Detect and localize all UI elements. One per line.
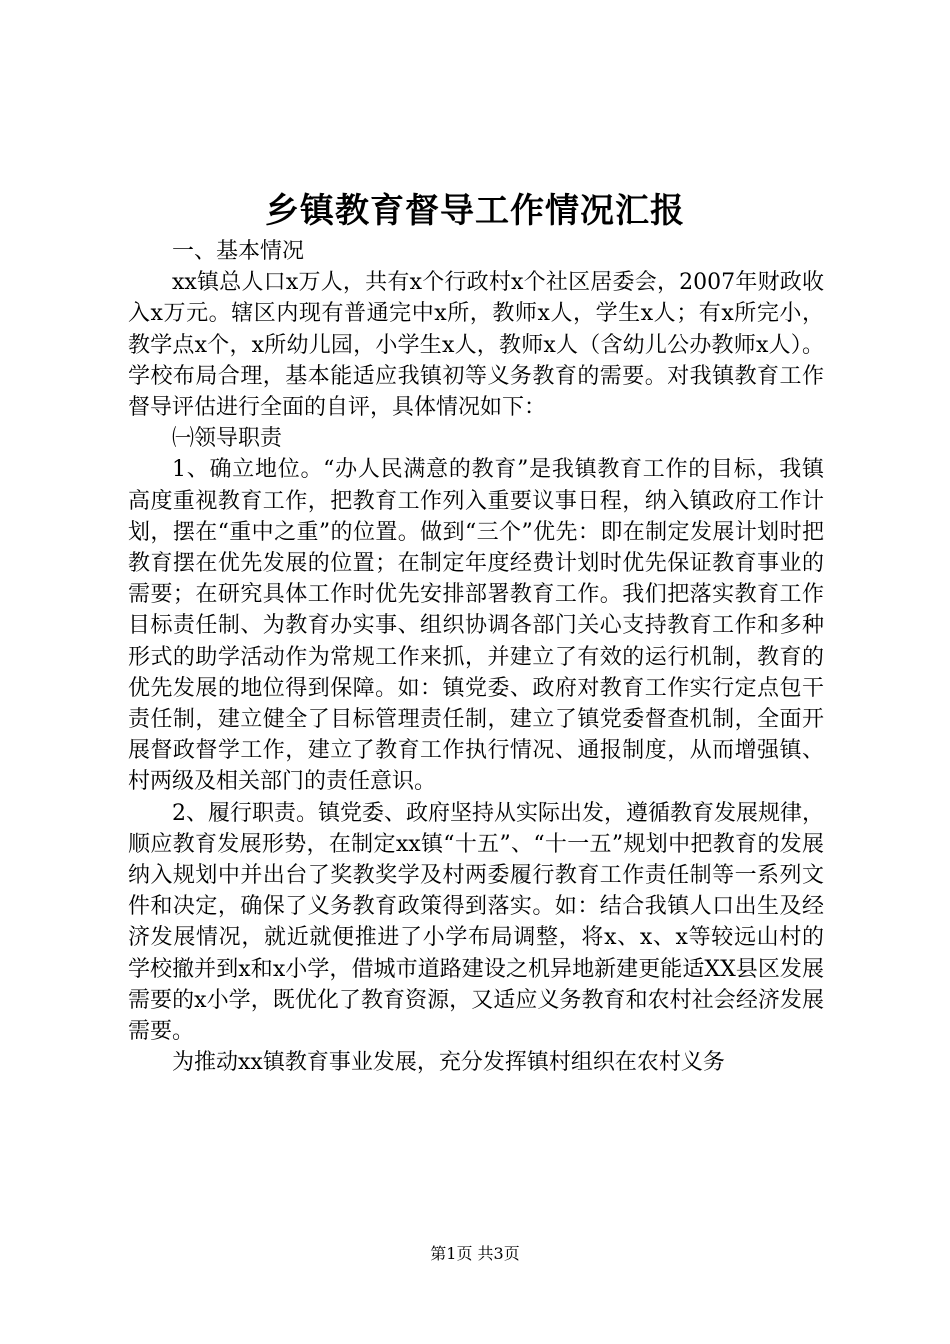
document-title: 乡镇教育督导工作情况汇报 <box>265 191 685 231</box>
paragraph-promote-development: 为推动xx镇教育事业发展，充分发挥镇村组织在农村义务 <box>172 1050 725 1076</box>
document-body <box>128 236 824 1078</box>
page-number: 第1页 共3页 <box>430 1244 520 1263</box>
paragraph-overview: xx镇总人口x万人，共有x个行政村x个社区居委会，2007年财政收入x万元。辖区内现有普通完中x所，教师x人，学生x人；有x所完小，教学点x个，x所幼儿园，小学生x人，教师x人（含幼儿公办教师x人）。学校布局合理，基本能适应我镇初等义务教育的需要。对我镇教育工作督导评估进行全面的自评，具体情况如下： <box>128 270 824 421</box>
paragraph-perform-duties: 2、履行职责。镇党委、政府坚持从实际出发，遵循教育发展规律，顺应教育发展形势，在制定xx镇“十五”、“十一五”规划中把教育的发展纳入规划中并出台了奖教奖学及村两委履行教育工作责任制等一系列文件和决定，确保了义务教育政策得到落实。如：结合我镇人口出生及经济发展情况，就近就便推进了小学布局调整，将x、x、x等较远山村的学校撤并到x和x小学，借城市道路建设之机异地新建更能适XX县区发展需要的x小学，既优化了教育资源，又适应义务教育和农村社会经济发展需要。 <box>128 800 824 1045</box>
paragraph-establish-position: 1、确立地位。“办人民满意的教育”是我镇教育工作的目标，我镇高度重视教育工作，把教育工作列入重要议事日程，纳入镇政府工作计划，摆在“重中之重”的位置。做到“三个”优先：即在制定发展计划时把教育摆在优先发展的位置；在制定年度经费计划时优先保证教育事业的需要；在研究具体工作时优先安排部署教育工作。我们把落实教育工作目标责任制、为教育办实事、组织协调各部门关心支持教育工作和多种形式的助学活动作为常规工作来抓，并建立了有效的运行机制，教育的优先发展的地位得到保障。如：镇党委、政府对教育工作实行定点包干责任制，建立健全了目标管理责任制，建立了镇党委督查机制，全面开展督政督学工作，建立了教育工作执行情况、通报制度，从而增强镇、村两级及相关部门的责任意识。 <box>128 457 824 795</box>
section-heading-basic-info: 一、基本情况 <box>172 239 305 264</box>
subsection-heading-leadership: ㈠领导职责 <box>172 426 283 452</box>
